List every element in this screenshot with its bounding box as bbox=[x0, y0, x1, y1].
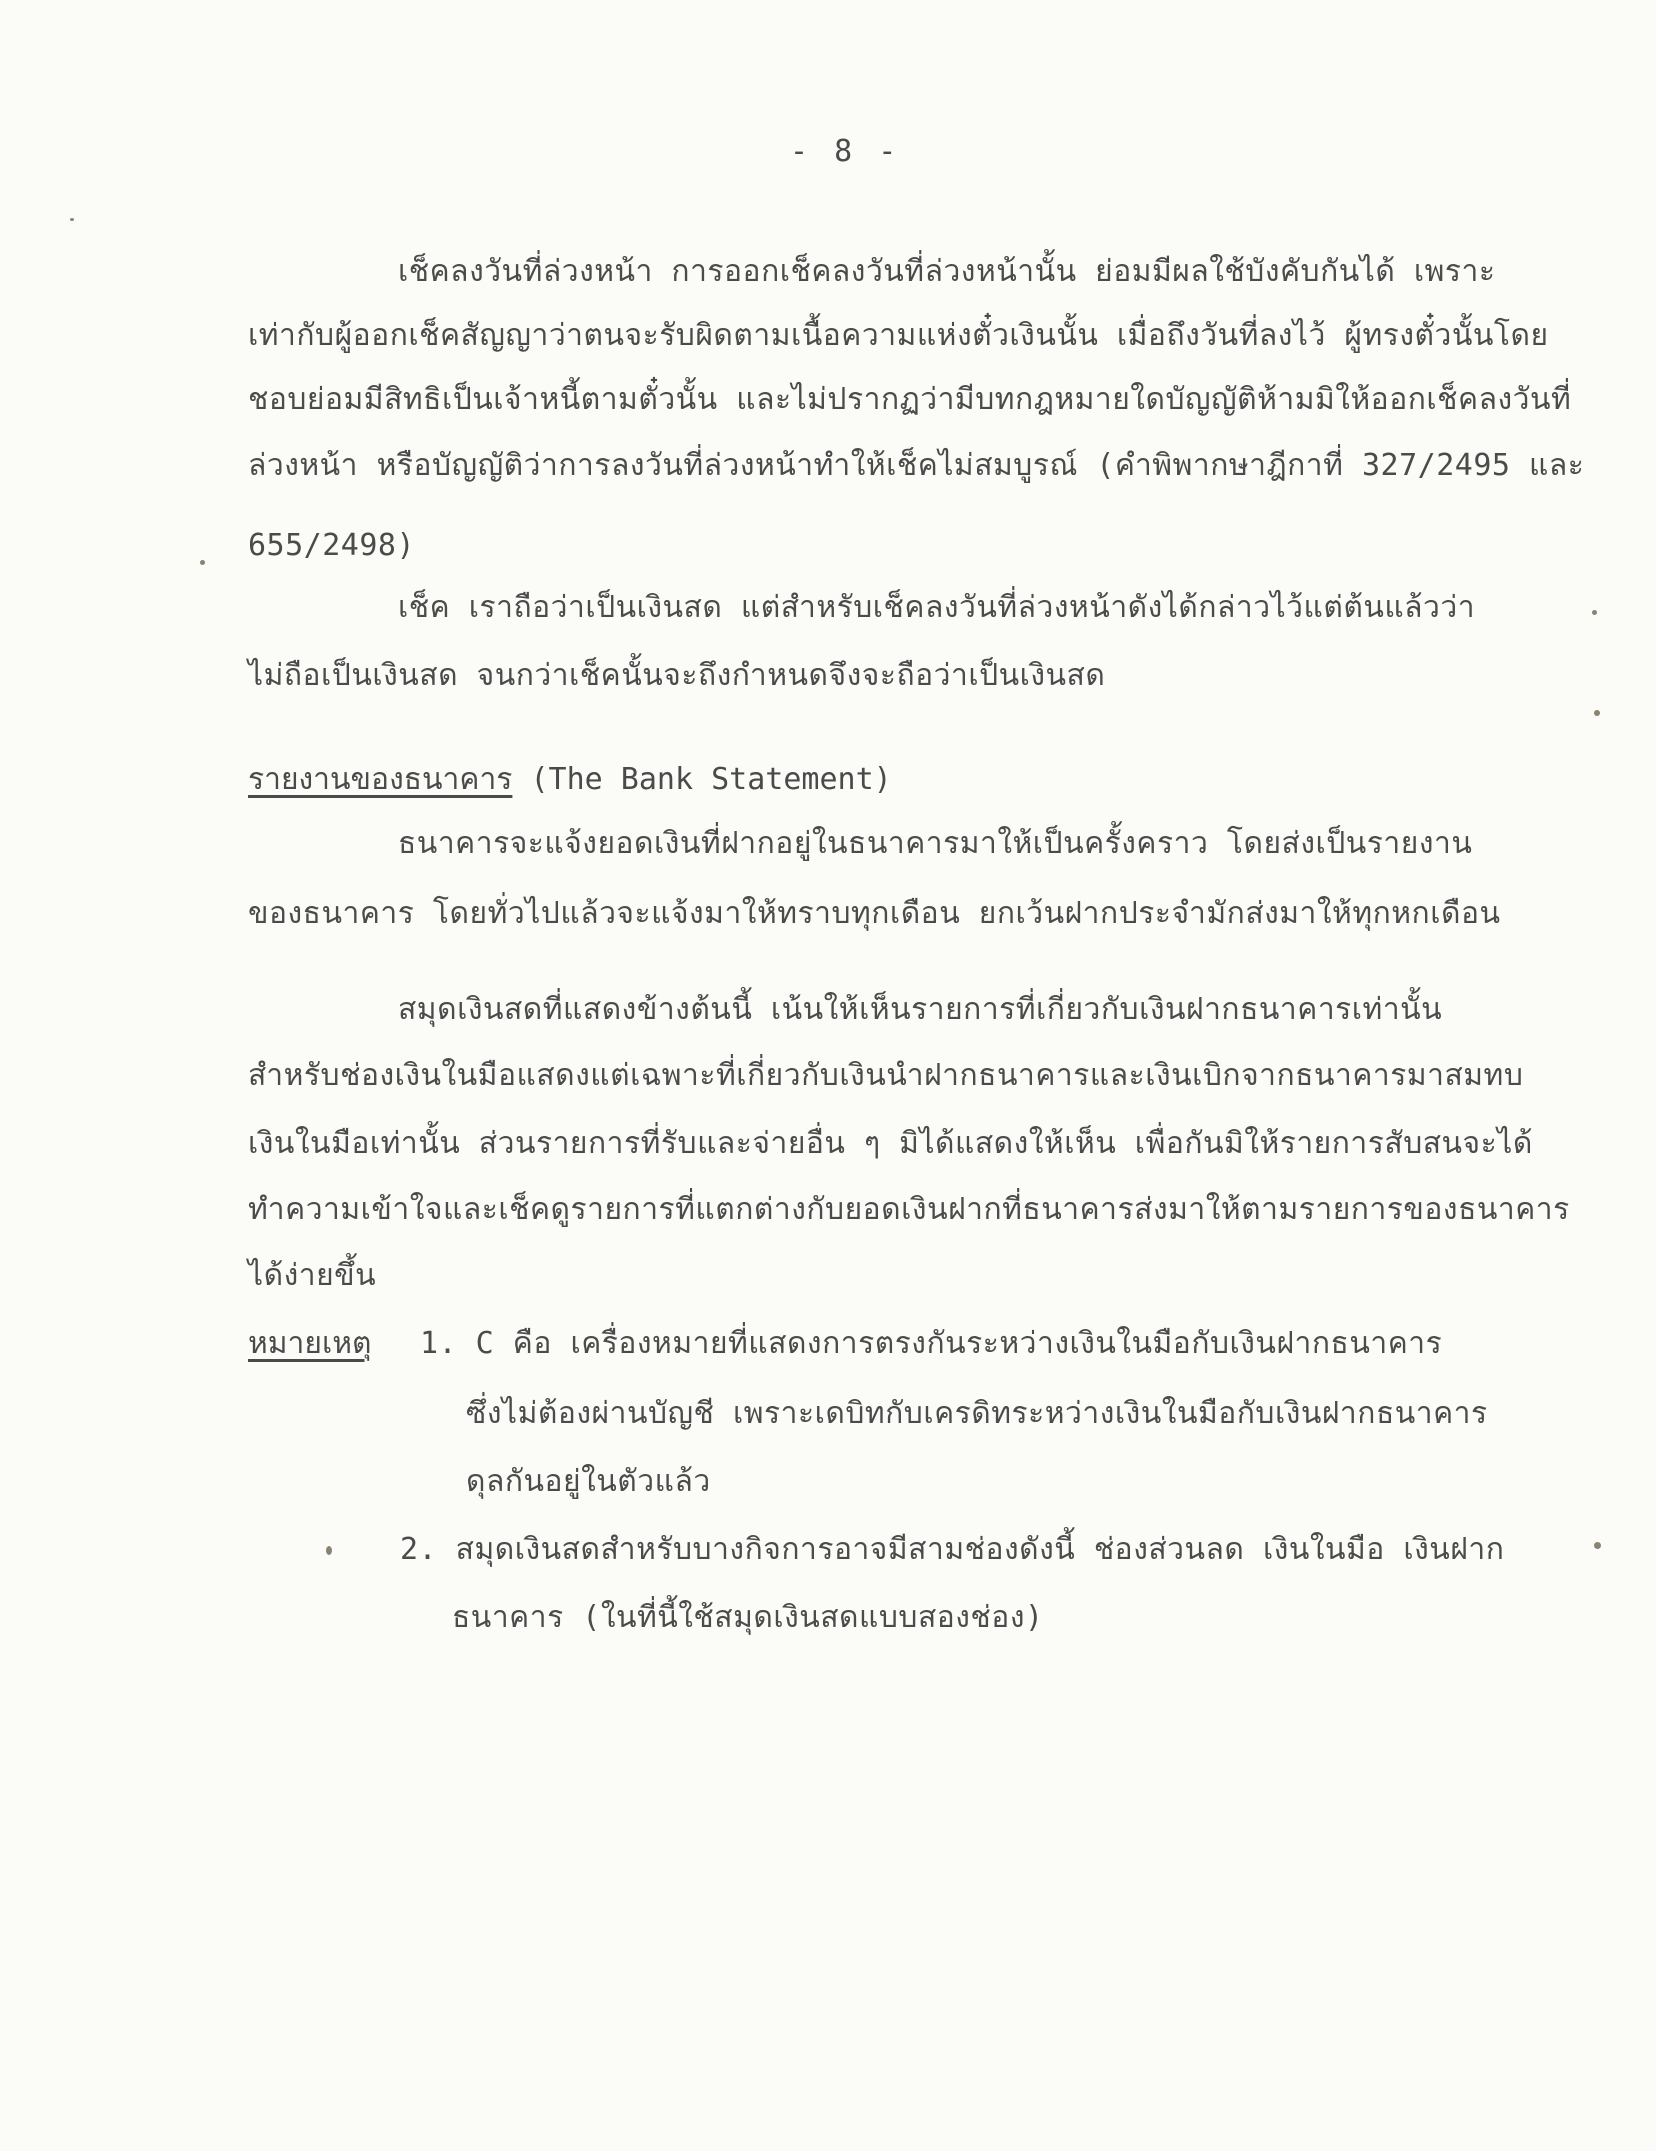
paragraph-4-line-3: เงินในมือเท่านั้น ส่วนรายการที่รับและจ่ายอื่น ๆ มิได้แสดงให้เห็น เพื่อกันมิให้รายการสับสนจะได้ bbox=[248, 1126, 1533, 1161]
note-1-line-3: ดุลกันอยู่ในตัวแล้ว bbox=[466, 1464, 711, 1499]
paragraph-3-line-2: ของธนาคาร โดยทั่วไปแล้วจะแจ้งมาให้ทราบทุกเดือน ยกเว้นฝากประจำมักส่งมาให้ทุกหกเดือน bbox=[248, 896, 1501, 931]
paragraph-1-line-5: 655/2498) bbox=[248, 528, 416, 563]
section-heading bbox=[248, 760, 892, 800]
paragraph-3-line-1: ธนาคารจะแจ้งยอดเงินที่ฝากอยู่ในธนาคารมาให้เป็นครั้งคราว โดยส่งเป็นรายงาน bbox=[398, 826, 1473, 861]
paragraph-4-line-5: ได้ง่ายขึ้น bbox=[248, 1258, 377, 1293]
paragraph-4-line-2: สำหรับช่องเงินในมือแสดงแต่เฉพาะที่เกี่ยวกับเงินนำฝากธนาคารและเงินเบิกจากธนาคารมาสมทบ bbox=[248, 1058, 1524, 1093]
scan-speck bbox=[1594, 1542, 1601, 1549]
paragraph-1-line-2: เท่ากับผู้ออกเช็คสัญญาว่าตนจะรับผิดตามเนื้อความแห่งตั๋วเงินนั้น เมื่อถึงวันที่ลงไว้ ผู้ทรงตั๋วนั้นโดย bbox=[248, 318, 1549, 353]
scan-speck bbox=[326, 1546, 332, 1555]
paragraph-2-line-1: เช็ค เราถือว่าเป็นเงินสด แต่สำหรับเช็คลงวันที่ล่วงหน้าดังได้กล่าวไว้แต่ต้นแล้วว่า bbox=[398, 590, 1476, 625]
note-2-line-1: 2. สมุดเงินสดสำหรับบางกิจการอาจมีสามช่องดังนี้ ช่องส่วนลด เงินในมือ เงินฝาก bbox=[400, 1532, 1505, 1567]
section-heading-english: (The Bank Statement) bbox=[530, 762, 892, 797]
scan-speck bbox=[1594, 710, 1600, 716]
scan-speck bbox=[70, 218, 74, 221]
page-number: - 8 - bbox=[790, 134, 901, 169]
note-1-line-2: ซึ่งไม่ต้องผ่านบัญชี เพราะเดบิทกับเครดิทระหว่างเงินในมือกับเงินฝากธนาคาร bbox=[466, 1396, 1488, 1431]
note-1-line-1: 1. C คือ เครื่องหมายที่แสดงการตรงกันระหว่างเงินในมือกับเงินฝากธนาคาร bbox=[420, 1326, 1443, 1361]
section-heading-thai: รายงานของธนาคาร bbox=[248, 762, 513, 797]
paragraph-2-line-2: ไม่ถือเป็นเงินสด จนกว่าเช็คนั้นจะถึงกำหนดจึงจะถือว่าเป็นเงินสด bbox=[248, 658, 1106, 693]
paragraph-4-line-1: สมุดเงินสดที่แสดงข้างต้นนี้ เน้นให้เห็นรายการที่เกี่ยวกับเงินฝากธนาคารเท่านั้น bbox=[398, 992, 1443, 1027]
scan-speck bbox=[1592, 610, 1597, 615]
note-2-line-2: ธนาคาร (ในที่นี้ใช้สมุดเงินสดแบบสองช่อง) bbox=[452, 1600, 1044, 1635]
note-label: หมายเหตุ bbox=[248, 1326, 372, 1361]
paragraph-1-line-1: เช็คลงวันที่ล่วงหน้า การออกเช็คลงวันที่ล่วงหน้านั้น ย่อมมีผลใช้บังคับกันได้ เพราะ bbox=[398, 254, 1496, 289]
paragraph-4-line-4: ทำความเข้าใจและเช็คดูรายการที่แตกต่างกับยอดเงินฝากที่ธนาคารส่งมาให้ตามรายการของธนาคาร bbox=[248, 1192, 1570, 1227]
scan-speck bbox=[200, 560, 205, 565]
paragraph-1-line-3: ชอบย่อมมีสิทธิเป็นเจ้าหนี้ตามตั๋วนั้น และไม่ปรากฏว่ามีบทกฎหมายใดบัญญัติห้ามมิให้ออกเช็คลงวันที่ bbox=[248, 382, 1572, 417]
paragraph-1-line-4: ล่วงหน้า หรือบัญญัติว่าการลงวันที่ล่วงหน้าทำให้เช็คไม่สมบูรณ์ (คำพิพากษาฎีกาที่ 327/2495 และ bbox=[248, 448, 1585, 483]
